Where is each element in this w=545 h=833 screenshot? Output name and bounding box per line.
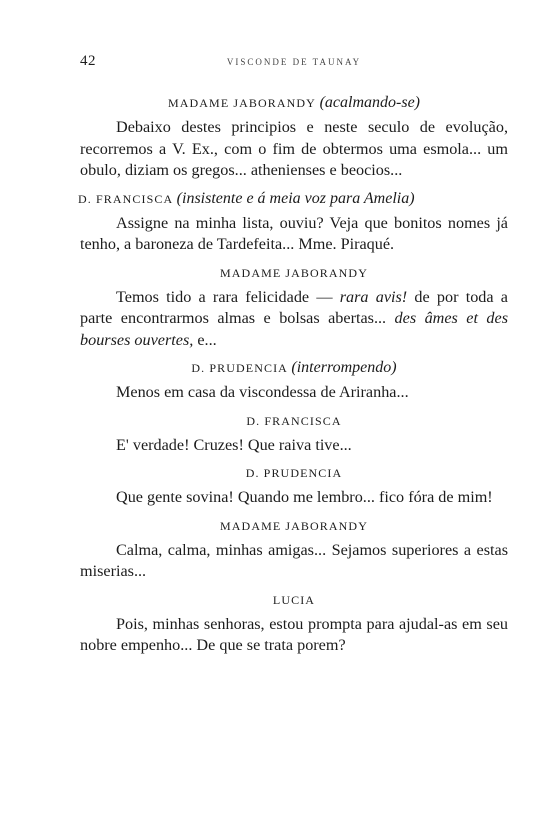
speech (80, 287, 508, 352)
speech-text: e... (193, 330, 217, 349)
speech-french-phrase: des âmes et des bourses ouvertes, (80, 309, 509, 349)
speaker-name: MADAME JABORANDY (167, 96, 316, 110)
speaker-heading (80, 93, 508, 113)
speaker-heading (80, 263, 508, 283)
speaker-name: MADAME JABORANDY (220, 518, 368, 533)
speech-text: de por toda a parte encontrarmos almas e bolsas abertas... (80, 287, 508, 327)
speech: Debaixo destes principios e neste seculo de evolução, recorremos a V. Ex., com o fim de obtermos uma esmola... um obulo, diziam os gregos... athenienses e beocios... (80, 118, 508, 179)
speech: Pois, minhas senhoras, estou prompta para ajudal-as em seu nobre empenho... De que se trata porem? (80, 614, 508, 654)
dialogue-text (80, 93, 508, 664)
speech: E' verdade! Cruzes! Que raiva tive... (116, 435, 352, 454)
stage-direction: (acalmando-se) (319, 94, 421, 111)
speaker-heading (78, 189, 512, 209)
speaker-heading (80, 516, 508, 536)
speaker-name: D. PRUDENCIA (191, 361, 288, 375)
speech: Assigne na minha lista, ouviu? Veja que bonitos nomes já tenho, a baroneza de Tardefeita... Mme. Piraqué. (80, 213, 508, 253)
speaker-name: D. PRUDENCIA (245, 466, 343, 480)
speaker-name: LUCIA (272, 592, 316, 607)
running-title: VISCONDE DE TAUNAY (226, 57, 362, 67)
speaker-heading (80, 411, 508, 431)
speech: Calma, calma, minhas amigas... Sejamos superiores a estas miserias... (80, 540, 508, 580)
speech-latin-phrase: rara avis! (339, 287, 408, 306)
speaker-name: MADAME JABORANDY (220, 265, 368, 280)
speaker-heading (80, 463, 508, 483)
stage-direction: (interrompendo) (291, 359, 397, 376)
page-header (80, 53, 508, 73)
page-number: 42 (80, 53, 96, 69)
speaker-heading (80, 358, 508, 378)
speech: Menos em casa da viscondessa de Ariranha... (116, 383, 409, 401)
speaker-name: D. FRANCISCA (78, 191, 173, 206)
speaker-name: D. FRANCISCA (246, 413, 342, 428)
speaker-heading (80, 590, 508, 610)
speech: Que gente sovina! Quando me lembro... fico fóra de mim! (116, 488, 493, 506)
stage-direction: (insistente e á meia voz para Amelia) (176, 189, 415, 207)
speech-text: Temos tido a rara felicidade — (116, 287, 340, 306)
